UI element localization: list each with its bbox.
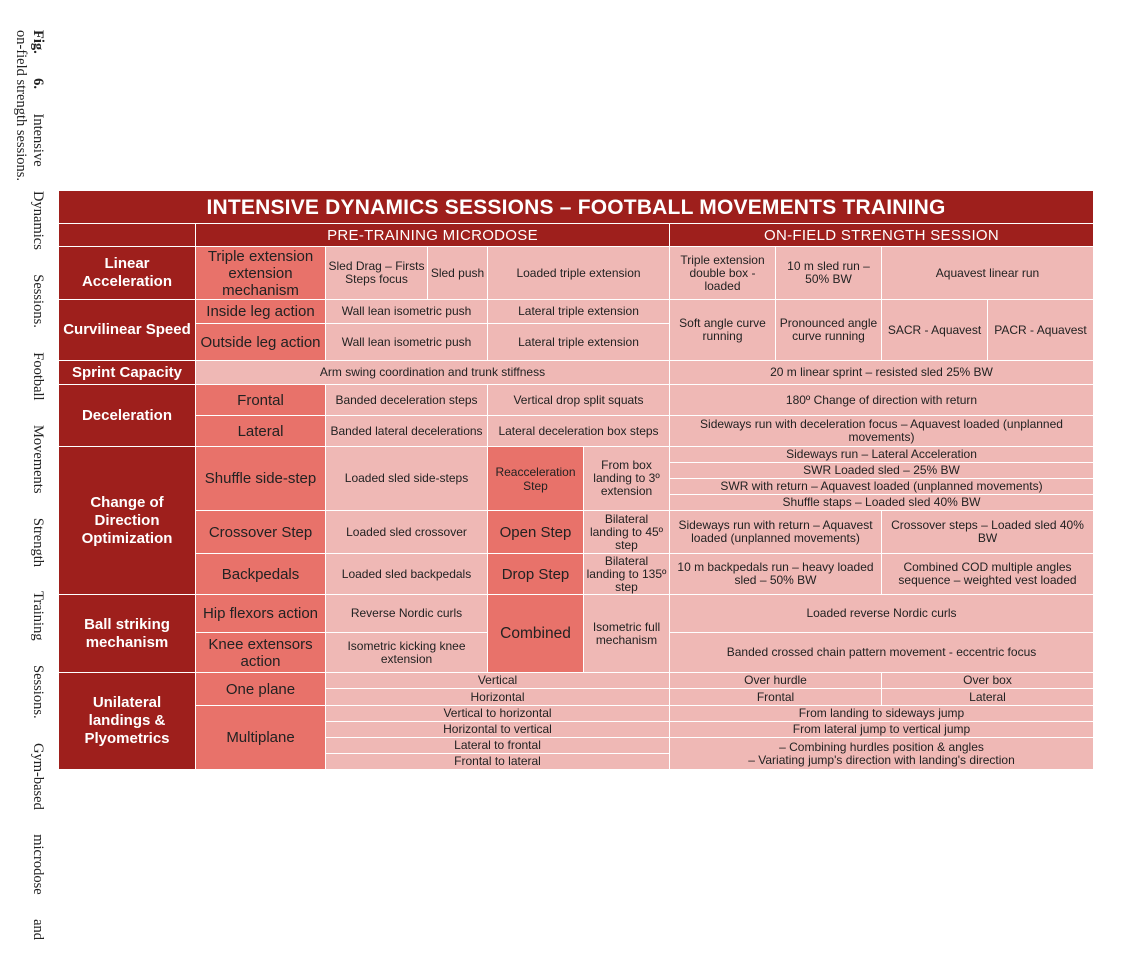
sprint-pre: Arm swing coordination and trunk stiffness [196, 361, 669, 384]
decel-pre-banded-lateral: Banded lateral decelerations [326, 416, 487, 446]
uni-pre-horiz-to-vert: Horizontal to vertical [326, 722, 669, 737]
caption-label: Fig. 6. [30, 30, 46, 90]
step-reacceleration: Reacceleration Step [488, 447, 583, 510]
linear-on-sled-run: 10 m sled run – 50% BW [776, 247, 881, 299]
uni-pre-lateral-to-frontal: Lateral to frontal [326, 738, 669, 753]
category-linear-acceleration: Linear Acceleration [59, 247, 195, 299]
decel-pre-banded: Banded deceleration steps [326, 385, 487, 415]
cod-on-lateral-acc: Sideways run – Lateral Acceleration [670, 447, 1093, 462]
sub-frontal: Frontal [196, 385, 325, 415]
cod-on-crossover-sled: Crossover steps – Loaded sled 40% BW [882, 511, 1093, 553]
header-corner [59, 224, 195, 246]
cod-on-backpedals-run: 10 m backpedals run – heavy loaded sled – 50% BW [670, 554, 881, 594]
table-title: INTENSIVE DYNAMICS SESSIONS – FOOTBALL MOVEMENTS TRAINING [59, 191, 1093, 223]
sub-multiplane: Multiplane [196, 706, 325, 769]
decel-on-sideways: Sideways run with deceleration focus – Aquavest loaded (unplanned movements) [670, 416, 1093, 446]
cod-on-swr-sled: SWR Loaded sled – 25% BW [670, 463, 1093, 478]
cod-pre-side-steps: Loaded sled side-steps [326, 447, 487, 510]
category-sprint-capacity: Sprint Capacity [59, 361, 195, 384]
uni-on-over-hurdle: Over hurdle [670, 673, 881, 688]
uni-on-combining: – Combining hurdles position & angles [779, 739, 984, 754]
step-combined: Combined [488, 595, 583, 672]
uni-on-lateral: Lateral [882, 689, 1093, 705]
decel-pre-box-steps: Lateral deceleration box steps [488, 416, 669, 446]
ball-pre-reverse-nordic: Reverse Nordic curls [326, 595, 487, 632]
linear-pre-sled-drag: Sled Drag – Firsts Steps focus [326, 247, 427, 299]
uni-on-over-box: Over box [882, 673, 1093, 688]
decel-on-180: 180º Change of direction with return [670, 385, 1093, 415]
cod-desc-135-step: Bilateral landing to 135º step [584, 554, 669, 594]
sub-outside-leg: Outside leg action [196, 324, 325, 360]
sub-shuffle: Shuffle side-step [196, 447, 325, 510]
caption-line-2: on-field strength sessions. [13, 30, 29, 182]
caption-line-1: Intensive Dynamics Sessions. Football Movements Strength Training Sessions. Gym-based microdose and [30, 113, 46, 941]
sub-inside-leg: Inside leg action [196, 300, 325, 323]
curv-on-soft-angle: Soft angle curve running [670, 300, 775, 360]
curv-pre-lateral-2: Lateral triple extension [488, 324, 669, 360]
cod-on-swr-return: SWR with return – Aquavest loaded (unplanned movements) [670, 479, 1093, 494]
sub-knee-extensors: Knee extensors action [196, 633, 325, 672]
step-open: Open Step [488, 511, 583, 553]
uni-pre-frontal-to-lateral: Frontal to lateral [326, 754, 669, 769]
cod-on-sideways-return: Sideways run with return – Aquavest loaded (unplanned movements) [670, 511, 881, 553]
ball-on-banded-chain: Banded crossed chain pattern movement - eccentric focus [670, 633, 1093, 672]
curv-pre-lateral-1: Lateral triple extension [488, 300, 669, 323]
category-deceleration: Deceleration [59, 385, 195, 446]
curv-on-pacr: PACR - Aquavest [988, 300, 1093, 360]
uni-on-variating: – Variating jump's direction with landing's direction [748, 752, 1015, 767]
cod-desc-45-step: Bilateral landing to 45º step [584, 511, 669, 553]
pre-training-header: PRE-TRAINING MICRODOSE [196, 224, 669, 246]
step-drop: Drop Step [488, 554, 583, 594]
uni-pre-vert-to-horiz: Vertical to horizontal [326, 706, 669, 721]
linear-pre-sled-push: Sled push [428, 247, 487, 299]
sub-one-plane: One plane [196, 673, 325, 705]
curv-on-sacr: SACR - Aquavest [882, 300, 987, 360]
decel-pre-split-squats: Vertical drop split squats [488, 385, 669, 415]
curv-pre-wall-lean-1: Wall lean isometric push [326, 300, 487, 323]
sub-crossover: Crossover Step [196, 511, 325, 553]
uni-on-combining-variating [670, 738, 1093, 769]
uni-on-frontal: Frontal [670, 689, 881, 705]
cod-pre-backpedals: Loaded sled backpedals [326, 554, 487, 594]
cod-desc-box-landing: From box landing to 3º extension [584, 447, 669, 510]
cod-on-shuffle-steps: Shuffle staps – Loaded sled 40% BW [670, 495, 1093, 510]
ball-desc-isometric-full: Isometric full mechanism [584, 595, 669, 672]
cod-pre-crossover: Loaded sled crossover [326, 511, 487, 553]
curv-on-pronounced: Pronounced angle curve running [776, 300, 881, 360]
category-curvilinear-speed: Curvilinear Speed [59, 300, 195, 360]
sub-lateral: Lateral [196, 416, 325, 446]
sub-hip-flexors: Hip flexors action [196, 595, 325, 632]
uni-on-lateral-vertical: From lateral jump to vertical jump [670, 722, 1093, 737]
sub-triple-extension: Triple extension extension mechanism [196, 247, 325, 299]
uni-pre-horizontal: Horizontal [326, 689, 669, 705]
cod-on-combined-cod: Combined COD multiple angles sequence – weighted vest loaded [882, 554, 1093, 594]
category-ball-striking: Ball striking mechanism [59, 595, 195, 672]
uni-on-landing-sideways: From landing to sideways jump [670, 706, 1093, 721]
ball-pre-isometric-kick: Isometric kicking knee extension [326, 633, 487, 672]
linear-on-double-box: Triple extension double box - loaded [670, 247, 775, 299]
ball-on-loaded-nordic: Loaded reverse Nordic curls [670, 595, 1093, 632]
category-unilateral: Unilateral landings & Plyometrics [59, 673, 195, 769]
sprint-on: 20 m linear sprint – resisted sled 25% BW [670, 361, 1093, 384]
linear-pre-loaded-triple: Loaded triple extension [488, 247, 669, 299]
sub-backpedals: Backpedals [196, 554, 325, 594]
curv-pre-wall-lean-2: Wall lean isometric push [326, 324, 487, 360]
on-field-header: ON-FIELD STRENGTH SESSION [670, 224, 1093, 246]
uni-pre-vertical: Vertical [326, 673, 669, 688]
linear-on-aquavest: Aquavest linear run [882, 247, 1093, 299]
figure-caption [2, 30, 46, 950]
training-table [59, 191, 1093, 769]
category-cod: Change of Direction Optimization [59, 447, 195, 594]
